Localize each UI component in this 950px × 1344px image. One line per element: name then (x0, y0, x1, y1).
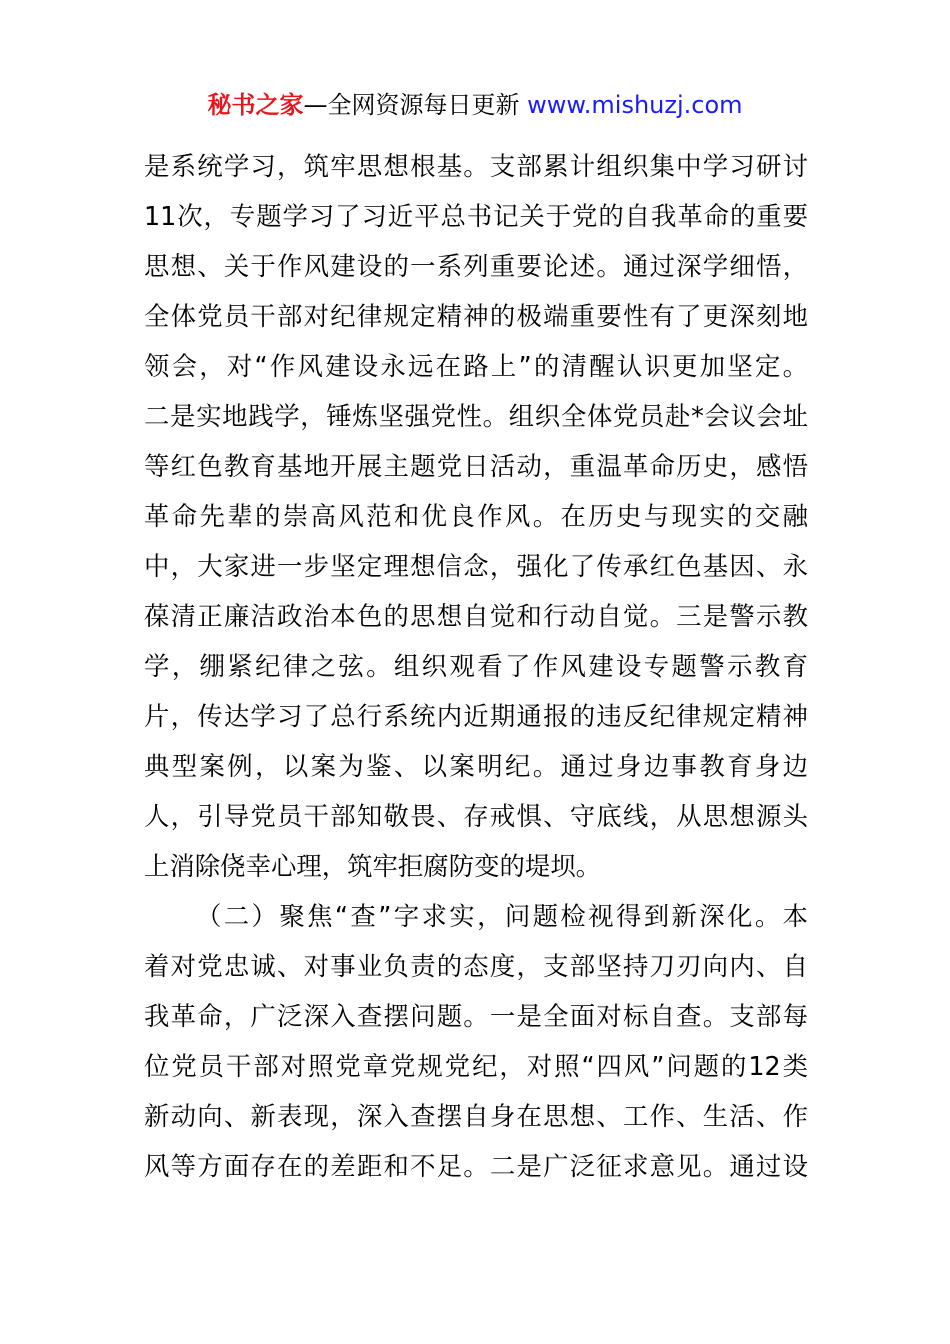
document-body (144, 147, 808, 1197)
text-line: 着对党忠诚、对事业负责的态度，支部坚持刀刃向内、自 (144, 951, 808, 981)
text-line: 人，引导党员干部知敬畏、存戒惧、守底线，从思想源头 (144, 801, 808, 831)
text-line: 上消除侥幸心理，筑牢拒腐防变的堤坝。 (144, 851, 602, 881)
text-line: 新动向、新表现，深入查摆自身在思想、工作、生活、作 (144, 1101, 808, 1131)
site-url-link[interactable]: www.mishuzj.com (527, 91, 743, 119)
text-line: 中，大家进一步坚定理想信念，强化了传承红色基因、永 (144, 551, 808, 581)
text-line: 位党员干部对照党章党规党纪，对照“四风”问题的12类 (144, 1051, 808, 1081)
text-line: 葆清正廉洁政治本色的思想自觉和行动自觉。三是警示教 (144, 601, 808, 631)
text-line: 我革命，广泛深入查摆问题。一是全面对标自查。支部每 (144, 1001, 808, 1031)
text-line: 等红色教育基地开展主题党日活动，重温革命历史，感悟 (144, 451, 808, 481)
text-line: 学，绷紧纪律之弦。组织观看了作风建设专题警示教育 (144, 651, 808, 681)
text-line: 革命先辈的崇高风范和优良作风。在历史与现实的交融 (144, 501, 808, 531)
text-line: 是系统学习，筑牢思想根基。支部累计组织集中学习研讨 (144, 151, 808, 181)
text-line: 全体党员干部对纪律规定精神的极端重要性有了更深刻地 (144, 301, 808, 331)
site-tagline: —全网资源每日更新 (303, 91, 520, 119)
text-line: 11次，专题学习了习近平总书记关于党的自我革命的重要 (144, 201, 808, 231)
site-header (0, 86, 950, 124)
site-brand: 秘书之家 (207, 91, 304, 119)
text-line: 片，传达学习了总行系统内近期通报的违反纪律规定精神 (144, 701, 808, 731)
text-line: 思想、关于作风建设的一系列重要论述。通过深学细悟， (144, 251, 808, 281)
text-line: 风等方面存在的差距和不足。二是广泛征求意见。通过设 (144, 1151, 808, 1181)
text-line: 典型案例，以案为鉴、以案明纪。通过身边事教育身边 (144, 751, 808, 781)
section-heading-line: （二）聚焦“查”字求实，问题检视得到新深化。本 (196, 901, 808, 931)
text-line: 领会，对“作风建设永远在路上”的清醒认识更加坚定。 (144, 351, 808, 381)
text-line: 二是实地践学，锤炼坚强党性。组织全体党员赴*会议会址 (144, 401, 808, 431)
